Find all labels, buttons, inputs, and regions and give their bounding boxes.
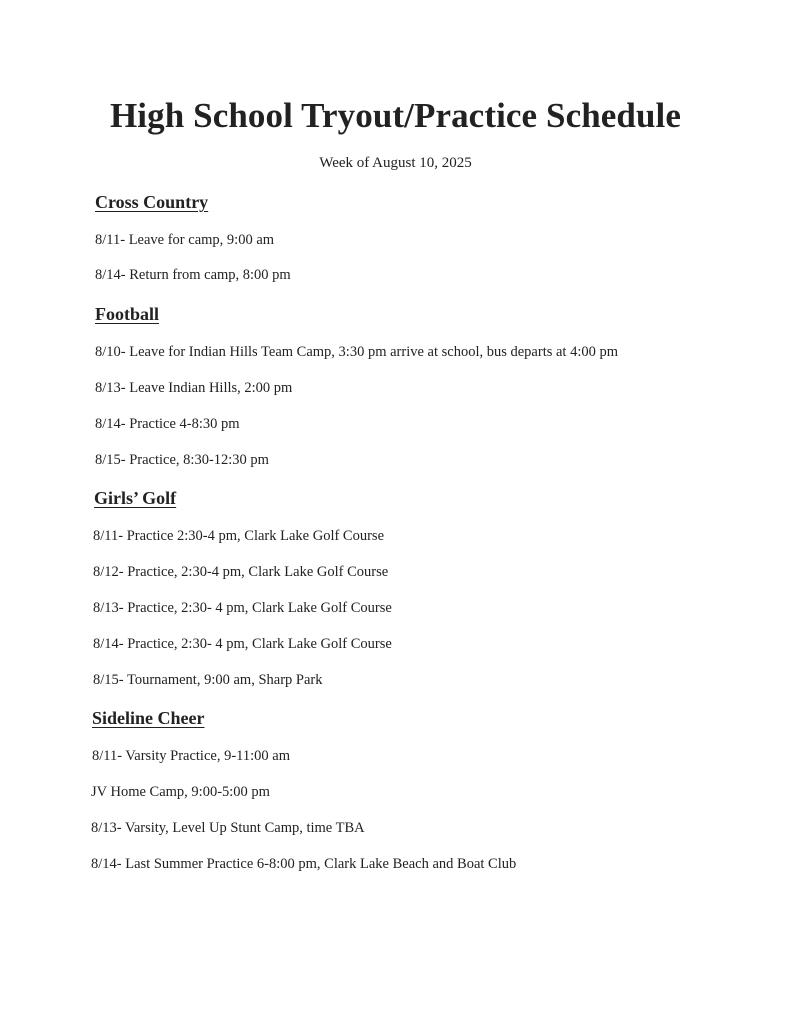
section-heading-sideline-cheer: Sideline Cheer: [92, 708, 205, 728]
section-heading-football: Football: [95, 304, 160, 324]
schedule-item: 8/11- Practice 2:30-4 pm, Clark Lake Golf Course: [93, 528, 384, 544]
schedule-item: 8/14- Return from camp, 8:00 pm: [95, 267, 291, 283]
section-heading-cross-country: Cross Country: [95, 192, 209, 212]
schedule-item: 8/15- Tournament, 9:00 am, Sharp Park: [93, 672, 323, 688]
schedule-item: 8/14- Practice, 2:30- 4 pm, Clark Lake Golf Course: [93, 636, 392, 652]
section-heading-girls-golf: Girls’ Golf: [94, 488, 177, 508]
schedule-item: 8/11- Varsity Practice, 9-11:00 am: [92, 748, 290, 764]
schedule-item: 8/14- Practice 4-8:30 pm: [95, 416, 240, 432]
schedule-item: 8/14- Last Summer Practice 6-8:00 pm, Clark Lake Beach and Boat Club: [91, 856, 517, 872]
schedule-item: 8/10- Leave for Indian Hills Team Camp, 3:30 pm arrive at school, bus departs at 4:00 pm: [95, 344, 619, 360]
page-title: High School Tryout/Practice Schedule: [109, 96, 682, 135]
schedule-item: 8/13- Practice, 2:30- 4 pm, Clark Lake Golf Course: [93, 600, 392, 616]
page-subtitle: Week of August 10, 2025: [319, 155, 472, 171]
schedule-item: 8/13- Varsity, Level Up Stunt Camp, time TBA: [91, 820, 365, 836]
schedule-item: 8/15- Practice, 8:30-12:30 pm: [95, 452, 269, 468]
schedule-item: JV Home Camp, 9:00-5:00 pm: [91, 784, 270, 800]
schedule-item: 8/12- Practice, 2:30-4 pm, Clark Lake Golf Course: [93, 564, 389, 580]
schedule-item: 8/11- Leave for camp, 9:00 am: [95, 232, 275, 248]
schedule-item: 8/13- Leave Indian Hills, 2:00 pm: [95, 380, 293, 396]
